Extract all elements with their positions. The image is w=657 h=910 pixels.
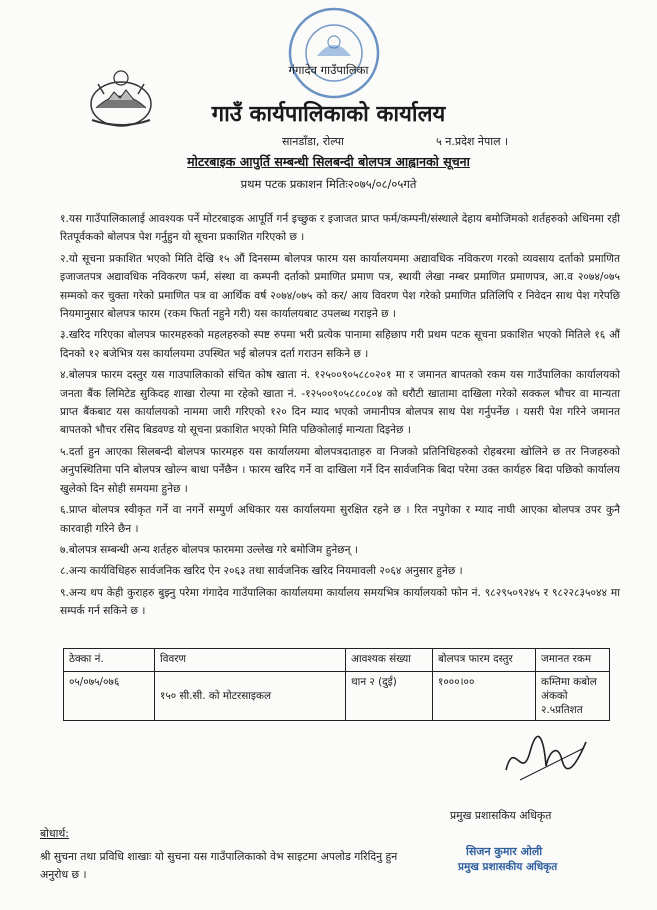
municipality-seal-icon bbox=[285, 4, 383, 102]
tender-table bbox=[63, 648, 610, 721]
list-item: ६.प्राप्त बोलपत्र स्वीकृत गर्ने वा नगर्ने सम्पुर्ण अधिकार यस कार्यालयमा सुरक्षित रहने छ । रित नपुगेका र म्याद नाघी आएका बोलपत्र उपर कुनै कारवाही गरिने छैन । bbox=[60, 504, 620, 535]
table-row bbox=[64, 672, 610, 721]
list-item: ३.खरिद गरिएका बोलपत्र फारमहरुको महलहरुको स्पष्ट रुपमा भरी प्रत्येक पानामा सहिछाप गरी प्रथम पटक सूचना प्रकाशित भएको मितिले १६ औं दिनको १२ बजेभित्र यस कार्यालयमा उपस्थित भई बोलपत्र दर्ता गराउन सकिने छ । bbox=[60, 329, 620, 360]
signature-icon bbox=[500, 730, 590, 790]
publish-date: प्रथम पटक प्रकाशन मितिः२०७५/०८/०५गते bbox=[240, 177, 417, 191]
table-cell: ०५/०७५/०७६ bbox=[64, 672, 155, 721]
notice-items bbox=[60, 210, 620, 624]
table-cell: १०००।०० bbox=[433, 672, 536, 721]
stamp-name: सिजन कुमार ओली bbox=[466, 845, 543, 858]
note-body: श्री सुचना तथा प्रविधि शाखाः यो सुचना यस गाउँपालिकाको वेभ साइटमा अपलोड गरिदिनु हुन अनुरोध छ । bbox=[40, 850, 398, 881]
province: ५ न.प्रदेश नेपाल । bbox=[436, 135, 509, 148]
table-header-cell: विवरण bbox=[155, 649, 346, 672]
table-header-cell: ठेक्का नं. bbox=[64, 649, 155, 672]
official-title: प्रमुख प्रशासकिय अधिकृत bbox=[450, 809, 552, 822]
table-cell: थान २ (दुई) bbox=[346, 672, 433, 721]
note-heading: बोधार्थ: bbox=[40, 827, 69, 840]
table-header-cell: बोलपत्र फारम दस्तुर bbox=[433, 649, 536, 672]
table-header-cell: आवश्यक संख्या bbox=[346, 649, 433, 672]
office-name: गाउँ कार्यपालिकाको कार्यालय bbox=[211, 102, 446, 127]
list-item: ७.बोलपत्र सम्बन्धी अन्य शर्तहरु बोलपत्र फारममा उल्लेख गरे बमोजिम हुनेछन् । bbox=[60, 543, 358, 556]
office-location: सानडाँडा, रोल्पा bbox=[282, 135, 345, 148]
list-item: १.यस गाउँपालिकालाई आवश्यक पर्ने मोटरबाइक आपूर्ति गर्न इच्छुक र इजाजत प्राप्त फर्म/कम्पनी/संस्थाले देहाय बमोजिमको शर्तहरुको अधिनमा रही रितपूर्वकको बोलपत्र पेश गर्नुहुन यो सूचना प्रकाशित गरिएको छ । bbox=[60, 213, 620, 244]
list-item: ५.दर्ता हुन आएका सिलबन्दी बोलपत्र फारमहरु यस कार्यालयमा बोलपत्रदाताहरु वा निजको प्रतिनिधिहरुको रोहबरमा खोलिने छ तर निजहरुको अनुपस्थितिमा पनि बोलपत्र खोल्न बाधा पर्नेछैन । फारम खरिद गर्ने वा दाखिला गर्ने दिन सार्वजनिक बिदा परेमा उक्त कार्यहरु बिदा पछिको कार्यालय खुलेको दिन सोही समयमा हुनेछ । bbox=[60, 445, 620, 495]
stamp-title: प्रमुख प्रशासकीय अधिकृत bbox=[458, 861, 558, 873]
notice-title: मोटरबाइक आपुर्ति सम्बन्धी सिलबन्दी बोलपत्र आह्वानको सूचना bbox=[187, 154, 470, 169]
municipality-name: गंगादेव गाउँपालिका bbox=[288, 63, 369, 77]
table-cell: १५० सी.सी. को मोटरसाइकल bbox=[155, 672, 346, 721]
list-item: ४.बोलपत्र फारम दस्तुर यस गाउपालिकाको संचित कोष खाता नं. १२५००९०५८८०२०१ मा र जमानत बापतको रकम यस गाउँपालिका कार्यालयको जनता बैंक लिमिटेड सुकिदह शाखा रोल्पा मा रहेको खाता नं. -१२५००९०५८८०८०४ को धरौटी खातामा दाखिला गरेको सक्कल भौचर वा मान्यता प्राप्त बैंकबाट यस कार्यालयको नाममा जारी गरिएको १२० दिन म्याद भएको जमानीपत्र बोलपत्र साथ पेश गर्नुपर्नेछ । यसरी पेश गरिने जमानत बापतको भौचर रसिद बिडवण्ड यो सूचना प्रकाशित भएको मिति पछिकोलाई मान्यता दिइनेछ । bbox=[60, 369, 620, 437]
list-item: ८.अन्य कार्यविधिहरु सार्वजनिक खरिद ऐन २०६३ तथा सार्वजनिक खरिद नियमावली २०६४ अनुसार हुनेछ । bbox=[60, 565, 463, 578]
list-item: ९.अन्य थप केही कुराहरु बुझ्नु परेमा गंगादेव गाउँपालिका कार्यालयमा कार्यालय समयभित्र कार्यालयको फोन नं. ९८२९५०९२४५ र ९८२२८३५०४४ मा सम्पर्क गर्न सकिने छ । bbox=[60, 586, 620, 618]
list-item: २.यो सूचना प्रकाशित भएको मिति देखि १५ औं दिनसम्म बोलपत्र फारम यस कार्यालयममा अद्यावधिक नविकरण गरको व्यवसाय दर्ताको प्रमाणित इजाजतपत्र अद्यावधिक नविकरण फर्म, संस्था वा कम्पनी दर्ताको प्रमाणित प्रमाण पत्र, स्थायी लेखा नम्बर प्रमाणित प्रमाणपत्र, आ.व २०७४/०७५ सम्मको कर चुक्ता गरेको प्रमाणित पत्र वा आर्थिक वर्ष २०७४/०७५ को कर/ आय विवरण पेश गरेको प्रमाणित प्रतिलिपि र निवेदन साथ पेश गरेपछि नियमानुसार बोलपत्र फारम (रकम फिर्ता नहुने गरी) यस कार्यालयबाट उपलब्ध गराइने छ । bbox=[60, 252, 620, 321]
table-cell: कम्तिमा कबोल अंकको २.५प्रतिशत bbox=[536, 672, 610, 721]
table-header-row bbox=[64, 649, 610, 672]
table-header-cell: जमानत रकम bbox=[536, 649, 610, 672]
